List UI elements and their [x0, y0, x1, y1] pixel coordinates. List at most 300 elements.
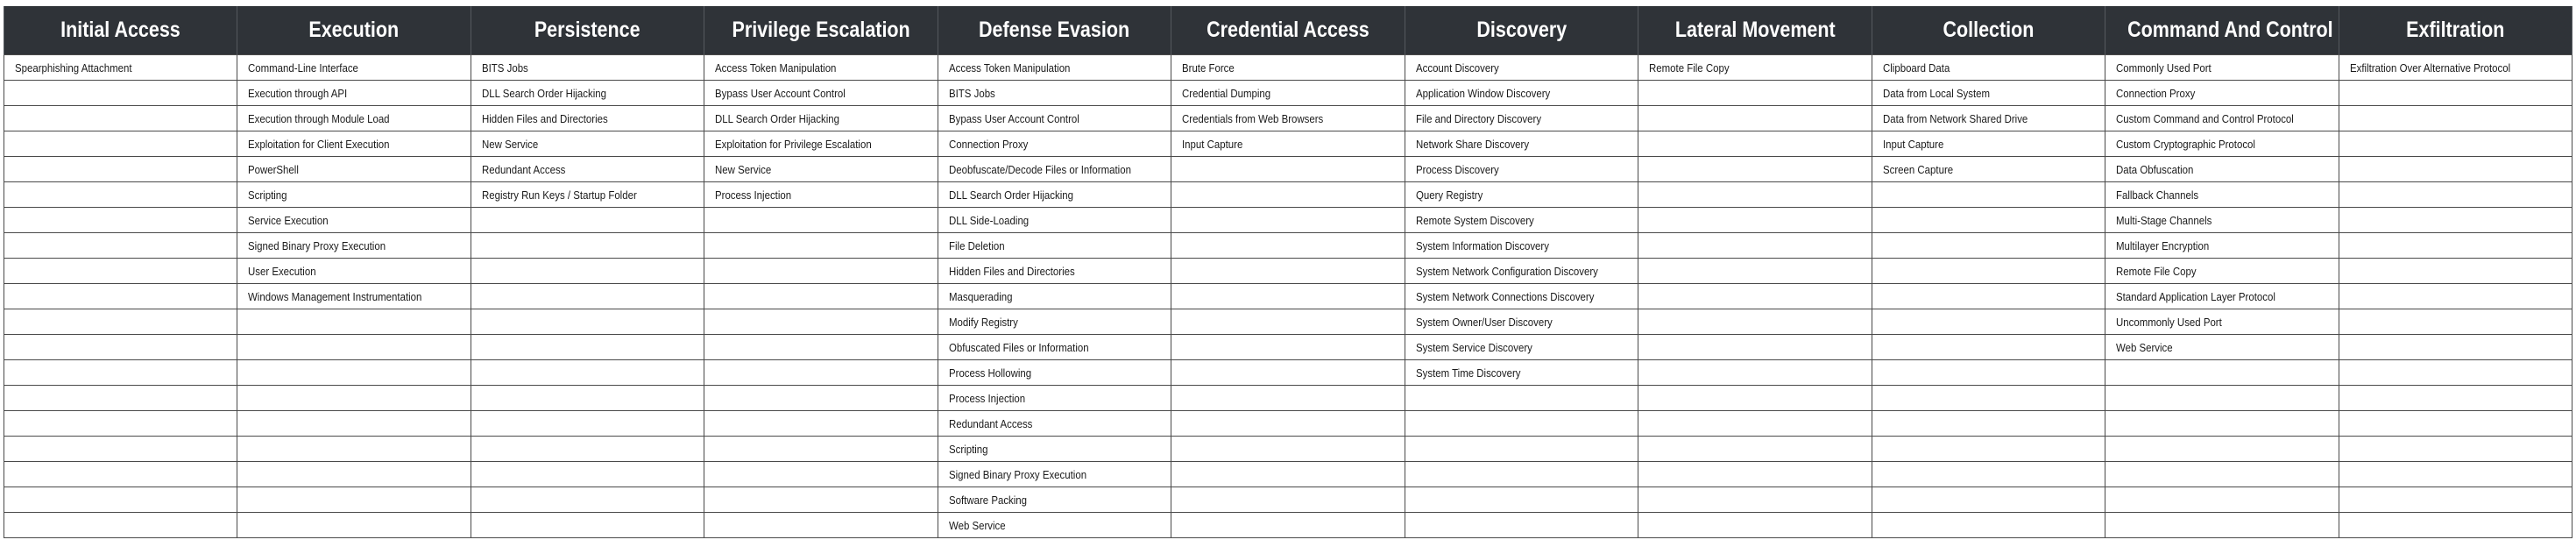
table-row: [4, 55, 2572, 81]
technique-label: Signed Binary Proxy Execution: [948, 467, 1086, 481]
empty-cell: [4, 487, 237, 513]
empty-cell: [4, 284, 237, 309]
technique-label: Credential Dumping: [1182, 86, 1271, 100]
technique-label: Data from Network Shared Drive: [1882, 111, 2028, 125]
empty-cell: [2105, 386, 2339, 411]
tactic-header-label: Initial Access: [60, 18, 181, 42]
technique-cell[interactable]: [237, 284, 471, 309]
technique-label: Input Capture: [1882, 137, 1943, 151]
empty-cell: [1171, 182, 1405, 208]
empty-cell: [1638, 81, 1872, 106]
table-row: [4, 284, 2572, 309]
empty-cell: [1872, 335, 2105, 360]
technique-cell[interactable]: [938, 131, 1171, 157]
empty-cell: [1638, 259, 1872, 284]
empty-cell: [4, 411, 237, 437]
tactic-header-credential-access: [1171, 6, 1405, 55]
technique-cell[interactable]: [1405, 55, 1638, 81]
empty-cell: [2105, 462, 2339, 487]
technique-label: Access Token Manipulation: [715, 60, 837, 75]
empty-cell: [704, 487, 938, 513]
technique-cell[interactable]: [704, 81, 938, 106]
technique-label: DLL Side-Loading: [948, 213, 1029, 227]
technique-label: Execution through API: [248, 86, 348, 100]
technique-cell[interactable]: [1405, 309, 1638, 335]
empty-cell: [1638, 386, 1872, 411]
technique-cell[interactable]: [471, 81, 704, 106]
empty-cell: [1171, 462, 1405, 487]
technique-cell[interactable]: [938, 233, 1171, 259]
empty-cell: [4, 309, 237, 335]
technique-cell[interactable]: [938, 335, 1171, 360]
technique-label: Masquerading: [948, 289, 1013, 303]
technique-cell[interactable]: [704, 182, 938, 208]
empty-cell: [1872, 411, 2105, 437]
technique-label: DLL Search Order Hijacking: [481, 86, 606, 100]
empty-cell: [2105, 487, 2339, 513]
empty-cell: [1405, 437, 1638, 462]
table-row: [4, 131, 2572, 157]
technique-label: Process Discovery: [1415, 162, 1499, 176]
technique-label: Brute Force: [1182, 60, 1235, 75]
technique-label: Uncommonly Used Port: [2116, 315, 2222, 329]
empty-cell: [1171, 309, 1405, 335]
tactic-header-lateral-movement: [1638, 6, 1872, 55]
technique-cell[interactable]: [2105, 284, 2339, 309]
tactic-header-label: Discovery: [1476, 18, 1567, 42]
empty-cell: [1872, 309, 2105, 335]
technique-cell[interactable]: [237, 233, 471, 259]
empty-cell: [704, 335, 938, 360]
empty-cell: [1171, 284, 1405, 309]
empty-cell: [237, 437, 471, 462]
empty-cell: [1638, 487, 1872, 513]
empty-cell: [2339, 513, 2572, 538]
tactic-header-persistence: [471, 6, 704, 55]
technique-label: Query Registry: [1415, 188, 1483, 202]
technique-cell[interactable]: [2105, 182, 2339, 208]
technique-cell[interactable]: [2105, 157, 2339, 182]
empty-cell: [2339, 259, 2572, 284]
technique-label: File Deletion: [948, 238, 1005, 252]
technique-cell[interactable]: [938, 411, 1171, 437]
technique-cell[interactable]: [2105, 106, 2339, 131]
technique-label: Obfuscated Files or Information: [948, 340, 1089, 354]
tactic-header-label: Persistence: [534, 18, 640, 42]
technique-cell[interactable]: [938, 386, 1171, 411]
technique-label: Account Discovery: [1415, 60, 1499, 75]
tactic-header-command-and-control: [2105, 6, 2339, 55]
technique-label: Application Window Discovery: [1415, 86, 1550, 100]
empty-cell: [4, 81, 237, 106]
empty-cell: [2339, 411, 2572, 437]
empty-cell: [1638, 284, 1872, 309]
technique-cell[interactable]: [2105, 309, 2339, 335]
empty-cell: [704, 284, 938, 309]
empty-cell: [4, 259, 237, 284]
empty-cell: [2339, 131, 2572, 157]
empty-cell: [704, 309, 938, 335]
empty-cell: [1872, 233, 2105, 259]
technique-label: Data Obfuscation: [2116, 162, 2194, 176]
technique-label: Process Injection: [715, 188, 792, 202]
technique-label: Multilayer Encryption: [2116, 238, 2210, 252]
empty-cell: [1872, 462, 2105, 487]
empty-cell: [704, 437, 938, 462]
empty-cell: [1638, 131, 1872, 157]
technique-label: BITS Jobs: [481, 60, 528, 75]
empty-cell: [471, 284, 704, 309]
empty-cell: [1171, 411, 1405, 437]
technique-label: Registry Run Keys / Startup Folder: [481, 188, 637, 202]
technique-cell[interactable]: [938, 513, 1171, 538]
empty-cell: [4, 386, 237, 411]
tactic-header-defense-evasion: [938, 6, 1171, 55]
technique-label: Hidden Files and Directories: [481, 111, 608, 125]
empty-cell: [1638, 233, 1872, 259]
technique-cell[interactable]: [1405, 335, 1638, 360]
empty-cell: [704, 386, 938, 411]
empty-cell: [237, 411, 471, 437]
technique-cell[interactable]: [471, 131, 704, 157]
technique-cell[interactable]: [938, 157, 1171, 182]
technique-cell[interactable]: [2105, 81, 2339, 106]
empty-cell: [1872, 386, 2105, 411]
empty-cell: [1638, 437, 1872, 462]
technique-label: PowerShell: [248, 162, 300, 176]
tactic-header-label: Credential Access: [1207, 18, 1369, 42]
technique-cell[interactable]: [1638, 55, 1872, 81]
technique-cell[interactable]: [938, 437, 1171, 462]
empty-cell: [471, 208, 704, 233]
empty-cell: [471, 411, 704, 437]
technique-label: New Service: [481, 137, 539, 151]
technique-cell[interactable]: [938, 182, 1171, 208]
technique-label: File and Directory Discovery: [1415, 111, 1541, 125]
empty-cell: [2105, 437, 2339, 462]
technique-label: Process Injection: [948, 391, 1025, 405]
empty-cell: [4, 437, 237, 462]
empty-cell: [2339, 335, 2572, 360]
table-row: [4, 309, 2572, 335]
attack-matrix-table: [4, 6, 2572, 538]
empty-cell: [1872, 208, 2105, 233]
empty-cell: [4, 360, 237, 386]
technique-label: Exploitation for Client Execution: [248, 137, 390, 151]
technique-label: Redundant Access: [481, 162, 566, 176]
table-row: [4, 462, 2572, 487]
empty-cell: [1171, 335, 1405, 360]
empty-cell: [1638, 106, 1872, 131]
empty-cell: [1638, 309, 1872, 335]
technique-cell[interactable]: [2105, 208, 2339, 233]
empty-cell: [1171, 233, 1405, 259]
technique-cell[interactable]: [471, 55, 704, 81]
technique-label: Connection Proxy: [948, 137, 1029, 151]
empty-cell: [471, 309, 704, 335]
technique-cell[interactable]: [1405, 131, 1638, 157]
technique-cell[interactable]: [704, 131, 938, 157]
empty-cell: [2339, 81, 2572, 106]
technique-cell[interactable]: [237, 182, 471, 208]
technique-cell[interactable]: [1872, 131, 2105, 157]
technique-label: New Service: [715, 162, 772, 176]
empty-cell: [1638, 182, 1872, 208]
technique-cell[interactable]: [471, 106, 704, 131]
technique-label: Signed Binary Proxy Execution: [248, 238, 386, 252]
empty-cell: [471, 386, 704, 411]
empty-cell: [2339, 487, 2572, 513]
technique-cell[interactable]: [938, 309, 1171, 335]
technique-cell[interactable]: [237, 106, 471, 131]
table-row: [4, 233, 2572, 259]
technique-label: Scripting: [248, 188, 287, 202]
tactic-header-exfiltration: [2339, 6, 2572, 55]
technique-cell[interactable]: [1171, 55, 1405, 81]
empty-cell: [237, 386, 471, 411]
technique-cell[interactable]: [1405, 233, 1638, 259]
technique-cell[interactable]: [1405, 208, 1638, 233]
table-row: [4, 208, 2572, 233]
table-row: [4, 360, 2572, 386]
empty-cell: [2105, 411, 2339, 437]
empty-cell: [237, 487, 471, 513]
technique-cell[interactable]: [1405, 81, 1638, 106]
table-row: [4, 411, 2572, 437]
empty-cell: [1171, 513, 1405, 538]
empty-cell: [1872, 284, 2105, 309]
technique-cell[interactable]: [4, 55, 237, 81]
tactic-header-privilege-escalation: [704, 6, 938, 55]
technique-label: Access Token Manipulation: [948, 60, 1071, 75]
empty-cell: [4, 157, 237, 182]
empty-cell: [2339, 360, 2572, 386]
empty-cell: [237, 360, 471, 386]
technique-cell[interactable]: [1872, 55, 2105, 81]
empty-cell: [471, 360, 704, 386]
empty-cell: [704, 208, 938, 233]
technique-cell[interactable]: [1405, 157, 1638, 182]
technique-cell[interactable]: [938, 259, 1171, 284]
empty-cell: [2339, 233, 2572, 259]
empty-cell: [704, 462, 938, 487]
table-row: [4, 335, 2572, 360]
empty-cell: [1872, 487, 2105, 513]
tactic-header-label: Privilege Escalation: [732, 18, 910, 42]
empty-cell: [1638, 411, 1872, 437]
technique-label: Bypass User Account Control: [715, 86, 846, 100]
technique-label: System Information Discovery: [1415, 238, 1549, 252]
technique-label: User Execution: [248, 264, 317, 278]
table-row: [4, 386, 2572, 411]
technique-label: Web Service: [948, 518, 1006, 532]
technique-label: Data from Local System: [1882, 86, 1990, 100]
technique-label: Commonly Used Port: [2116, 60, 2212, 75]
technique-label: Hidden Files and Directories: [948, 264, 1075, 278]
technique-cell[interactable]: [938, 55, 1171, 81]
technique-cell[interactable]: [1171, 131, 1405, 157]
empty-cell: [4, 182, 237, 208]
empty-cell: [1171, 259, 1405, 284]
technique-label: Exploitation for Privilege Escalation: [715, 137, 873, 151]
empty-cell: [1405, 487, 1638, 513]
tactic-header-label: Defense Evasion: [979, 18, 1130, 42]
tactic-header-label: Exfiltration: [2406, 18, 2505, 42]
technique-cell[interactable]: [237, 55, 471, 81]
technique-label: Service Execution: [248, 213, 329, 227]
empty-cell: [2339, 386, 2572, 411]
empty-cell: [1171, 157, 1405, 182]
technique-cell[interactable]: [471, 157, 704, 182]
technique-label: System Time Discovery: [1415, 366, 1521, 380]
technique-label: DLL Search Order Hijacking: [948, 188, 1073, 202]
technique-label: Command-Line Interface: [248, 60, 359, 75]
technique-label: Bypass User Account Control: [948, 111, 1079, 125]
technique-label: BITS Jobs: [948, 86, 995, 100]
technique-label: Web Service: [2116, 340, 2173, 354]
empty-cell: [2339, 157, 2572, 182]
technique-cell[interactable]: [1171, 106, 1405, 131]
technique-cell[interactable]: [1872, 157, 2105, 182]
technique-cell[interactable]: [237, 157, 471, 182]
empty-cell: [1405, 386, 1638, 411]
empty-cell: [1872, 360, 2105, 386]
technique-cell[interactable]: [2105, 259, 2339, 284]
technique-label: Redundant Access: [948, 416, 1033, 430]
technique-label: Network Share Discovery: [1415, 137, 1529, 151]
technique-label: Custom Cryptographic Protocol: [2116, 137, 2256, 151]
tactic-header-row: [4, 6, 2572, 55]
technique-label: Custom Command and Control Protocol: [2116, 111, 2294, 125]
empty-cell: [4, 335, 237, 360]
technique-cell[interactable]: [704, 106, 938, 131]
technique-rows: [4, 55, 2572, 538]
technique-label: Spearphishing Attachment: [15, 60, 132, 75]
empty-cell: [237, 462, 471, 487]
technique-cell[interactable]: [1405, 106, 1638, 131]
technique-label: Clipboard Data: [1882, 60, 1950, 75]
empty-cell: [1171, 208, 1405, 233]
empty-cell: [4, 513, 237, 538]
empty-cell: [471, 335, 704, 360]
empty-cell: [704, 259, 938, 284]
technique-cell[interactable]: [2105, 131, 2339, 157]
technique-label: Scripting: [948, 442, 988, 456]
empty-cell: [1405, 411, 1638, 437]
table-row: [4, 513, 2572, 538]
technique-cell[interactable]: [1405, 259, 1638, 284]
technique-cell[interactable]: [938, 81, 1171, 106]
empty-cell: [4, 233, 237, 259]
empty-cell: [1171, 360, 1405, 386]
technique-label: Remote File Copy: [1649, 60, 1730, 75]
table-row: [4, 259, 2572, 284]
empty-cell: [1638, 462, 1872, 487]
technique-cell[interactable]: [1405, 360, 1638, 386]
technique-cell[interactable]: [938, 360, 1171, 386]
technique-cell[interactable]: [2105, 55, 2339, 81]
empty-cell: [2339, 284, 2572, 309]
technique-label: System Service Discovery: [1415, 340, 1532, 354]
empty-cell: [4, 106, 237, 131]
technique-label: DLL Search Order Hijacking: [715, 111, 840, 125]
technique-label: System Owner/User Discovery: [1415, 315, 1553, 329]
technique-cell[interactable]: [2105, 335, 2339, 360]
technique-cell[interactable]: [938, 284, 1171, 309]
empty-cell: [704, 411, 938, 437]
technique-cell[interactable]: [938, 208, 1171, 233]
tactic-header-label: Lateral Movement: [1674, 18, 1836, 42]
technique-cell[interactable]: [2339, 55, 2572, 81]
empty-cell: [237, 335, 471, 360]
table-row: [4, 106, 2572, 131]
technique-cell[interactable]: [237, 259, 471, 284]
table-row: [4, 182, 2572, 208]
empty-cell: [1171, 386, 1405, 411]
technique-label: System Network Configuration Discovery: [1415, 264, 1598, 278]
technique-cell[interactable]: [1872, 106, 2105, 131]
empty-cell: [471, 513, 704, 538]
technique-label: Multi-Stage Channels: [2116, 213, 2212, 227]
technique-cell[interactable]: [1872, 81, 2105, 106]
technique-label: Connection Proxy: [2116, 86, 2196, 100]
technique-cell[interactable]: [938, 106, 1171, 131]
technique-cell[interactable]: [704, 157, 938, 182]
technique-label: Screen Capture: [1882, 162, 1953, 176]
technique-cell[interactable]: [471, 182, 704, 208]
technique-cell[interactable]: [1405, 284, 1638, 309]
technique-cell[interactable]: [704, 55, 938, 81]
empty-cell: [4, 131, 237, 157]
empty-cell: [471, 437, 704, 462]
empty-cell: [2339, 208, 2572, 233]
technique-label: Execution through Module Load: [248, 111, 391, 125]
technique-label: Remote File Copy: [2116, 264, 2197, 278]
empty-cell: [2339, 462, 2572, 487]
technique-label: Remote System Discovery: [1415, 213, 1534, 227]
empty-cell: [2339, 106, 2572, 131]
empty-cell: [2339, 182, 2572, 208]
technique-label: Process Hollowing: [948, 366, 1031, 380]
empty-cell: [471, 259, 704, 284]
technique-label: Credentials from Web Browsers: [1182, 111, 1324, 125]
technique-cell[interactable]: [237, 81, 471, 106]
technique-cell[interactable]: [1405, 182, 1638, 208]
tactic-header-label: Command And Control: [2127, 18, 2333, 42]
empty-cell: [1171, 437, 1405, 462]
table-row: [4, 487, 2572, 513]
technique-cell[interactable]: [938, 462, 1171, 487]
empty-cell: [2105, 513, 2339, 538]
technique-cell[interactable]: [237, 208, 471, 233]
empty-cell: [237, 513, 471, 538]
technique-cell[interactable]: [2105, 233, 2339, 259]
technique-cell[interactable]: [938, 487, 1171, 513]
empty-cell: [1638, 157, 1872, 182]
empty-cell: [471, 487, 704, 513]
empty-cell: [1872, 259, 2105, 284]
technique-cell[interactable]: [1171, 81, 1405, 106]
technique-label: Input Capture: [1182, 137, 1243, 151]
empty-cell: [237, 309, 471, 335]
empty-cell: [1638, 335, 1872, 360]
empty-cell: [1405, 513, 1638, 538]
empty-cell: [1405, 462, 1638, 487]
empty-cell: [4, 462, 237, 487]
empty-cell: [704, 233, 938, 259]
technique-cell[interactable]: [237, 131, 471, 157]
empty-cell: [1638, 513, 1872, 538]
